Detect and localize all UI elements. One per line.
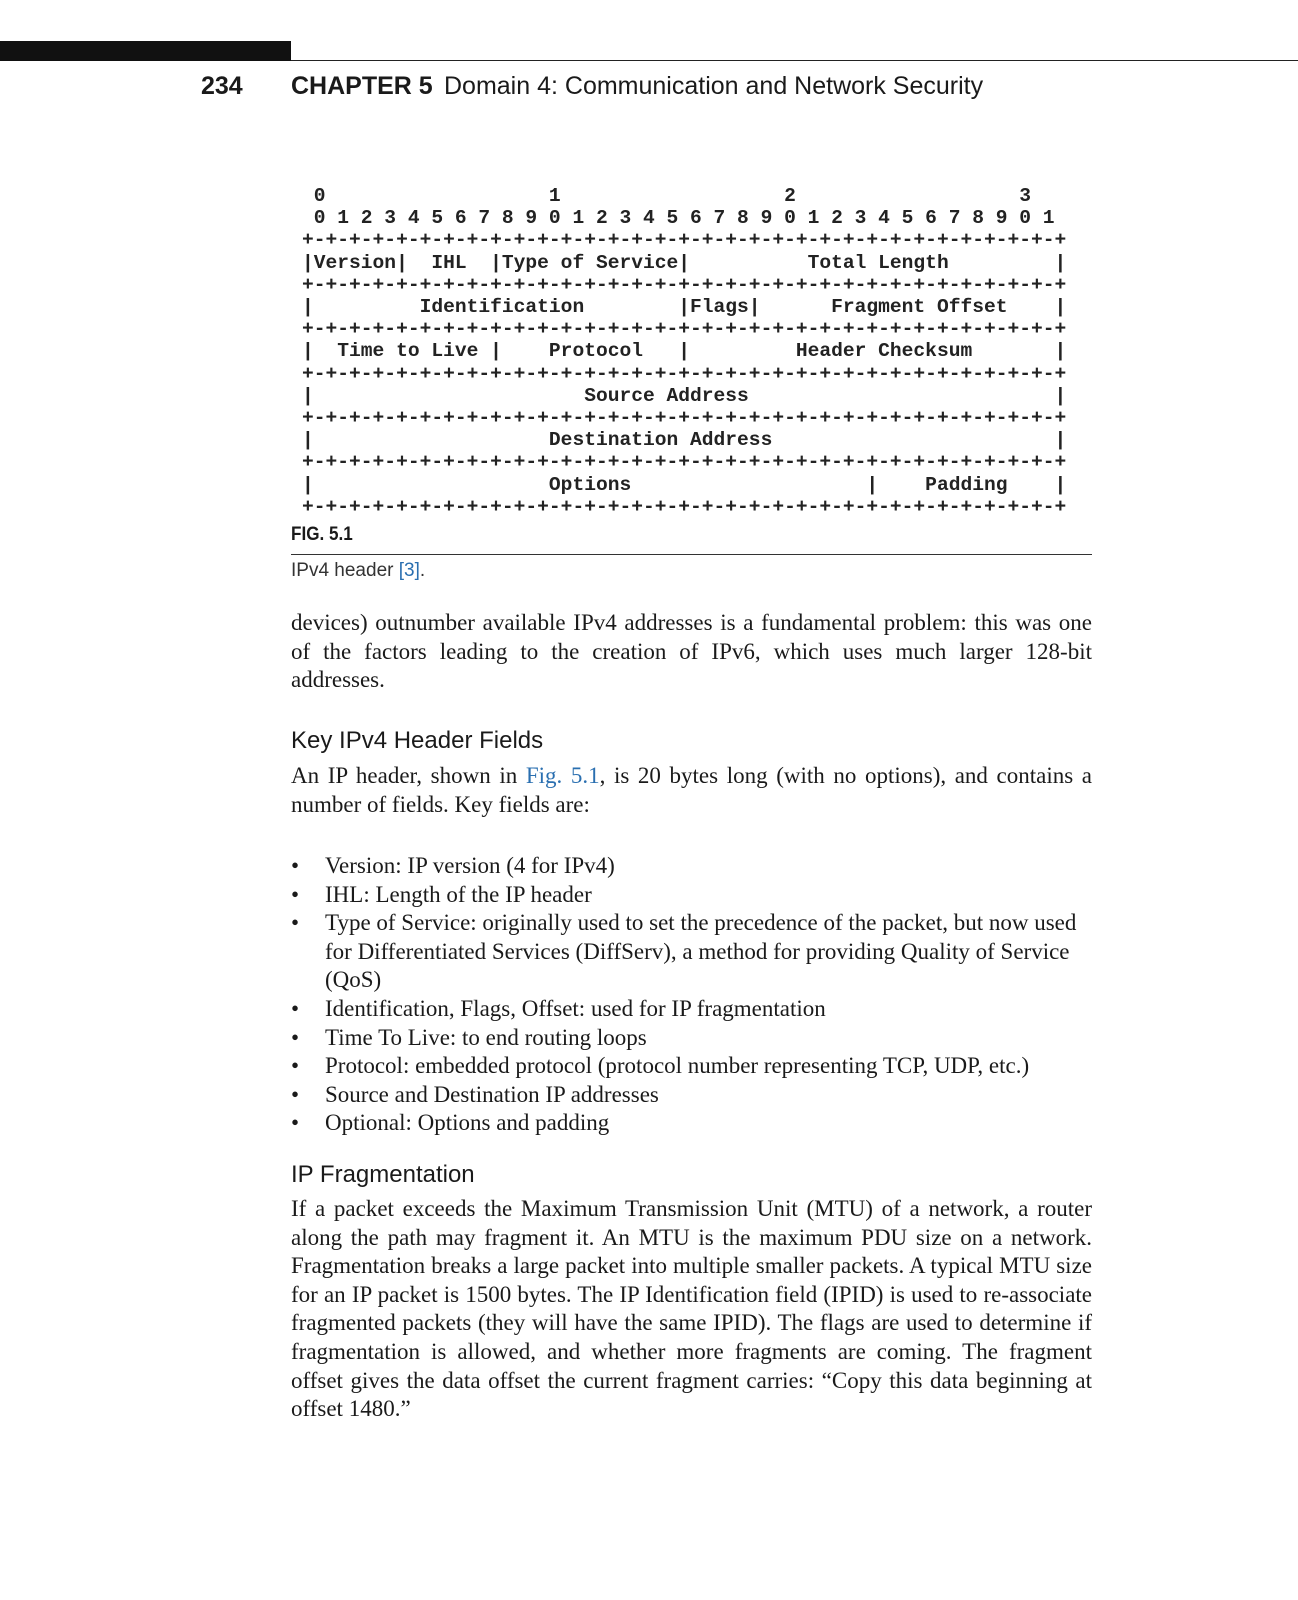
diagram-line: +-+-+-+-+-+-+-+-+-+-+-+-+-+-+-+-+-+-+-+-+-+-+-+-+-+-+-+-+-+-+-+-+ [302,407,1067,430]
bullet-icon: • [291,881,300,907]
list-item-text: Time To Live: to end routing loops [325,1024,647,1050]
key-fields-text-2: , is 20 bytes long (with no options), and contains a number of fields. Key fields are: [291,763,1092,817]
diagram-line: +-+-+-+-+-+-+-+-+-+-+-+-+-+-+-+-+-+-+-+-+-+-+-+-+-+-+-+-+-+-+-+-+ [302,273,1067,296]
ipv4-header-diagram [302,185,1066,518]
list-item-text: Identification, Flags, Offset: used for IP fragmentation [325,995,826,1021]
list-item [291,852,1092,881]
diagram-line: |Version| IHL |Type of Service| Total Length | [302,251,1067,274]
key-fields-text-1: An IP header, shown in [291,763,526,788]
chapter-label: CHAPTER 5 [291,72,433,100]
bullet-icon: • [291,995,300,1021]
header-rule-thick [0,41,291,61]
key-fields-paragraph [291,762,1092,819]
fragmentation-paragraph: If a packet exceeds the Maximum Transmission Unit (MTU) of a network, a router along the path may fragment it. An MTU is the maximum PDU size on a network. Fragmentation breaks a large packet into multiple smaller packets. A typical MTU size for an IP packet is 1500 bytes. The IP Identification field (IPID) is used to re-associate fragmented packets (they will have the same IPID). The flags are used to determine if fragmentation is allowed, and whether more fragments are coming. The fragment offset gives the data offset the current fragment carries: “Copy this data beginning at offset 1480.” [291,1196,1092,1422]
bullet-icon: • [291,1024,300,1050]
list-item-text: Type of Service: originally used to set the precedence of the packet, but now used for Differentiated Services (DiffServ), a method for providing Quality of Service (QoS) [325,910,1077,993]
page-number: 234 [201,72,243,100]
list-item [291,1081,1092,1110]
list-item [291,1052,1092,1081]
diagram-line: +-+-+-+-+-+-+-+-+-+-+-+-+-+-+-+-+-+-+-+-+-+-+-+-+-+-+-+-+-+-+-+-+ [302,495,1067,518]
figure-caption-text: IPv4 header [291,560,399,581]
diagram-line: +-+-+-+-+-+-+-+-+-+-+-+-+-+-+-+-+-+-+-+-+-+-+-+-+-+-+-+-+-+-+-+-+ [302,318,1067,341]
diagram-line: | Options | Padding | [302,473,1067,496]
bullet-icon: • [291,1081,300,1107]
list-item [291,995,1092,1024]
list-item-text: Source and Destination IP addresses [325,1081,659,1107]
list-item-text: Optional: Options and padding [325,1110,610,1136]
diagram-line: +-+-+-+-+-+-+-+-+-+-+-+-+-+-+-+-+-+-+-+-+-+-+-+-+-+-+-+-+-+-+-+-+ [302,362,1067,385]
list-item [291,1024,1092,1053]
header-rule [291,60,1298,61]
diagram-line: | Destination Address | [302,429,1067,452]
chapter-title: Domain 4: Communication and Network Security [444,72,984,100]
bullet-icon: • [291,1110,300,1136]
list-item-text: Protocol: embedded protocol (protocol number representing TCP, UDP, etc.) [325,1053,1030,1079]
list-item [291,909,1092,995]
key-fields-list [291,852,1092,1138]
list-item-text: IHL: Length of the IP header [325,881,592,907]
figure-label: FIG. 5.1 [291,524,353,545]
bullet-icon: • [291,910,300,936]
diagram-line: +-+-+-+-+-+-+-+-+-+-+-+-+-+-+-+-+-+-+-+-+-+-+-+-+-+-+-+-+-+-+-+-+ [302,229,1067,252]
section-heading-key-fields: Key IPv4 Header Fields [291,727,544,754]
figure-reference-link[interactable]: Fig. 5.1 [525,763,600,788]
diagram-line: 0 1 2 3 [313,185,1032,207]
diagram-line: +-+-+-+-+-+-+-+-+-+-+-+-+-+-+-+-+-+-+-+-+-+-+-+-+-+-+-+-+-+-+-+-+ [302,451,1067,474]
figure-rule [291,554,1092,555]
list-item [291,881,1092,910]
figure-caption [291,560,425,582]
diagram-line: | Identification |Flags| Fragment Offset | [302,296,1067,319]
section-heading-fragmentation: IP Fragmentation [291,1161,475,1188]
bullet-icon: • [291,1053,300,1079]
intro-paragraph: devices) outnumber available IPv4 addresses is a fundamental problem: this was one of the factors leading to the creation of IPv6, which uses much larger 128-bit addresses. [291,610,1092,693]
diagram-line: 0 1 2 3 4 5 6 7 8 9 0 1 2 3 4 5 6 7 8 9 0 1 2 3 4 5 6 7 8 9 0 1 [313,207,1055,230]
list-item-text: Version: IP version (4 for IPv4) [325,853,615,878]
diagram-line: | Time to Live | Protocol | Header Checksum | [302,340,1067,363]
bullet-icon: • [291,853,300,878]
list-item [291,1109,1092,1138]
figure-caption-end: . [419,560,426,581]
figure-caption-reference-link[interactable]: [3] [398,560,420,581]
diagram-line: | Source Address | [302,384,1067,407]
